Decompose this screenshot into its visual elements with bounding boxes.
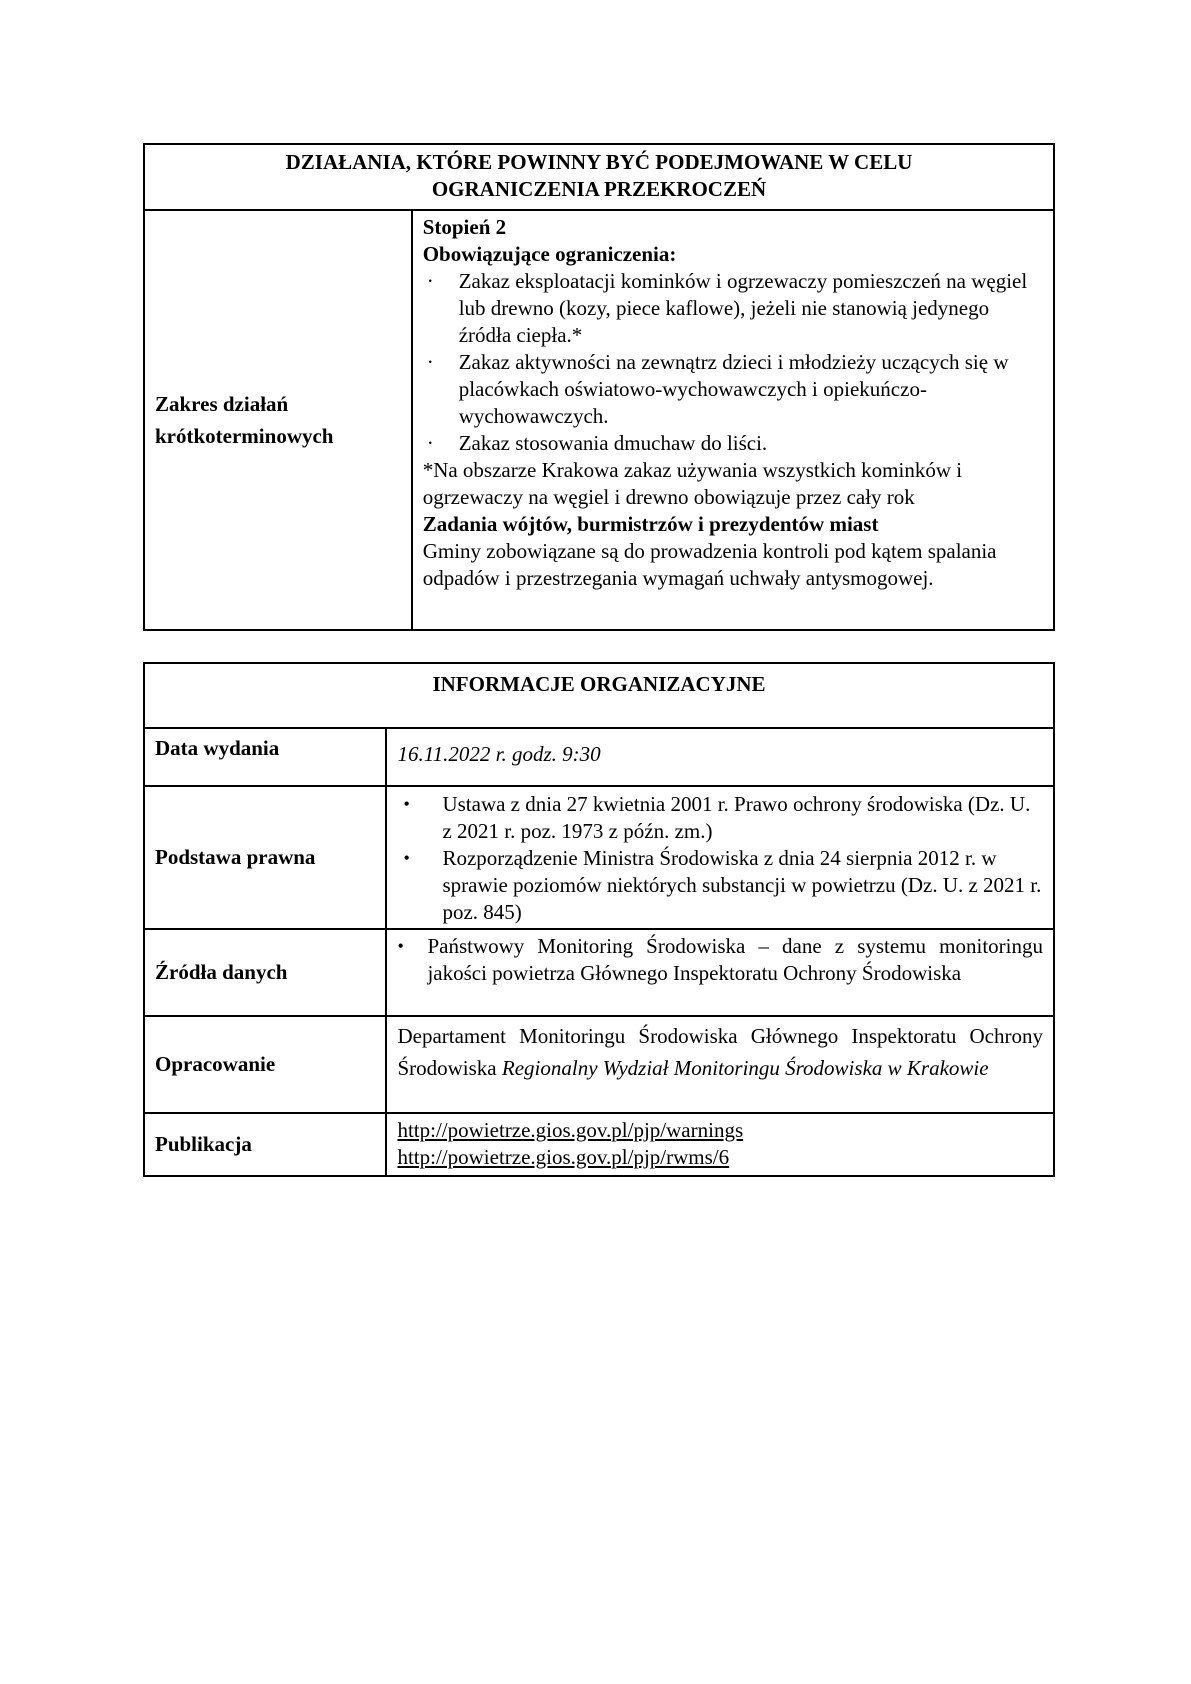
restrictions-heading: Obowiązujące ograniczenia:: [422, 242, 677, 266]
legal-basis-item: • Ustawa z dnia 27 kwietnia 2001 r. Prawo ochrony środowiska (Dz. U. z 2021 r. poz. 1973 z późn. zm.): [403, 792, 1031, 843]
prepared-by-regional: Regionalny Wydział Monitoringu Środowiska w Krakowie: [501, 1056, 989, 1080]
publication-link-warnings[interactable]: http://powietrze.gios.gov.pl/pjp/warnings: [397, 1118, 744, 1142]
actions-header: [144, 144, 1054, 210]
restriction-item: · Zakaz aktywności na zewnątrz dzieci i młodzieży uczących się w placówkach oświatowo-wychowawczych i opiekuńczo-wychowawczych.: [426, 350, 1009, 428]
legal-basis-label: Podstawa prawna: [144, 786, 386, 929]
publication-cell: [386, 1113, 1054, 1176]
data-sources-cell: [386, 929, 1054, 1016]
restriction-item: · Zakaz eksploatacji kominków i ogrzewaczy pomieszczeń na węgiel lub drewno (kozy, piece kaflowe), jeżeli nie stanowią jedynego źródła ciepła.*: [426, 269, 1028, 347]
restriction-item: · Zakaz stosowania dmuchaw do liści.: [426, 431, 768, 455]
issue-date-value: 16.11.2022 r. godz. 9:30: [386, 728, 1054, 786]
tasks-text: Gminy zobowiązane są do prowadzenia kontroli pod kątem spalania odpadów i przestrzegania wymagań uchwały antysmogowej.: [422, 539, 997, 590]
legal-basis-cell: [386, 786, 1054, 929]
stage-heading: Stopień 2: [422, 215, 507, 239]
actions-table: [143, 143, 1055, 631]
krakow-footnote: *Na obszarze Krakowa zakaz używania wszystkich kominków i ogrzewaczy na węgiel i drewno obowiązuje przez cały rok: [422, 458, 963, 509]
actions-header-line1: DZIAŁANIA, KTÓRE POWINNY BYĆ PODEJMOWANE W CELU: [285, 150, 913, 174]
data-sources-label: Źródła danych: [144, 929, 386, 1016]
short-term-label-line2: krótkoterminowych: [155, 424, 334, 448]
short-term-label-line1: Zakres działań: [155, 392, 289, 416]
prepared-by-label: Opracowanie: [144, 1016, 386, 1113]
issue-date-label: Data wydania: [144, 728, 386, 786]
legal-basis-item: • Rozporządzenie Ministra Środowiska z dnia 24 sierpnia 2012 r. w sprawie poziomów niektórych substancji w powietrzu (Dz. U. z 2021 r. poz. 845): [403, 846, 1042, 924]
organizational-info-header: INFORMACJE ORGANIZACYJNE: [144, 663, 1054, 728]
prepared-by-cell: [386, 1016, 1054, 1113]
tasks-heading: Zadania wójtów, burmistrzów i prezydentów miast: [422, 512, 879, 536]
publication-link-rwms[interactable]: http://powietrze.gios.gov.pl/pjp/rwms/6: [397, 1145, 730, 1169]
prepared-by-text: Departament Monitoringu Środowiska Głównego Inspektoratu Ochrony Środowiska: [397, 1024, 1043, 1080]
actions-header-line2: OGRANICZENIA PRZEKROCZEŃ: [431, 177, 767, 201]
publication-label: Publikacja: [144, 1113, 386, 1176]
short-term-content-cell: [412, 210, 1054, 630]
short-term-label-cell: [144, 210, 412, 630]
data-source-item: • Państwowy Monitoring Środowiska – dane z systemu monitoringu jakości powietrza Głównego Inspektoratu Ochrony Środowiska: [397, 934, 1043, 985]
organizational-info-table: [143, 662, 1055, 1177]
